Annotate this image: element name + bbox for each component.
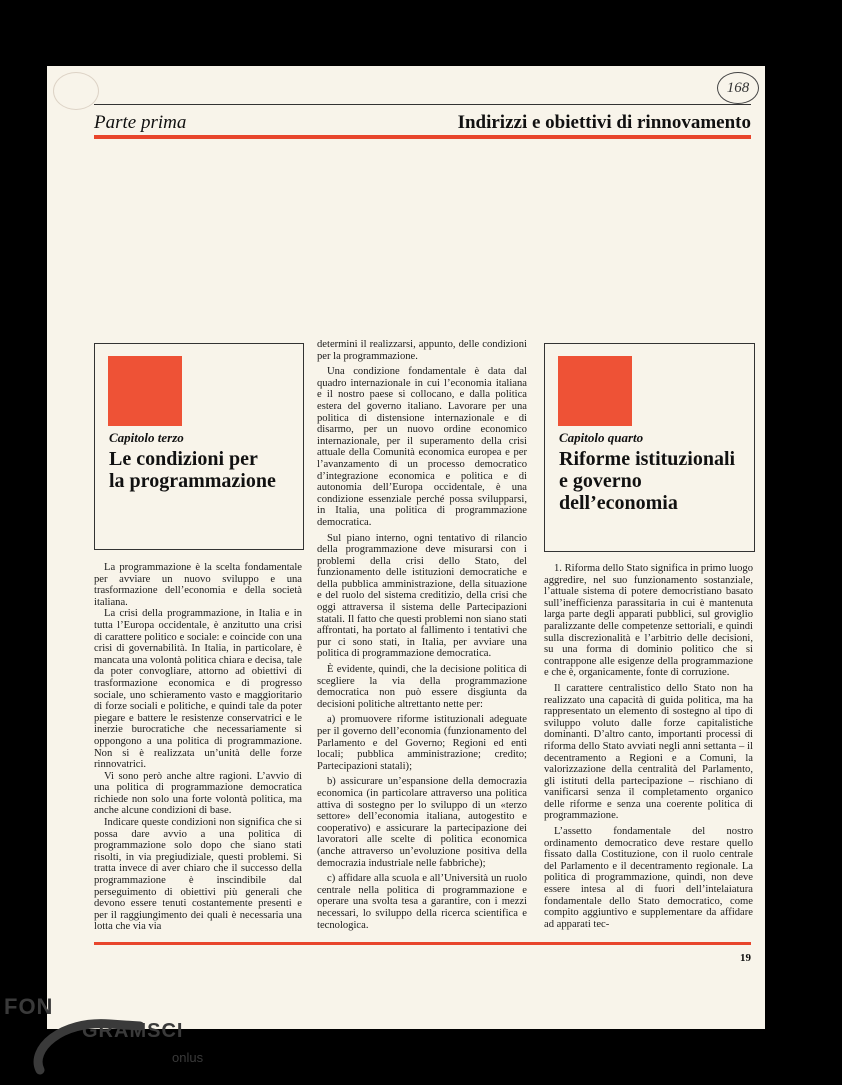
paragraph: L’assetto fondamentale del nostro ordinamento democratico deve restare quello fissato dalla Costituzione, con il ruolo centrale del Parlamento e il decentramento regionale. La politica di programmazione, quindi, non deve essere intesa al di fuori dell’intelaiatura fondamentale dello Stato democratico, come compito aggiuntivo e supplementare da affidare ad apparati tec- xyxy=(544,826,753,930)
footer-red-rule xyxy=(94,942,751,945)
paragraph: 1. Riforma dello Stato significa in primo luogo aggredire, nel suo funzionamento sostanziale, l’attuale sistema di potere democristiano basato sull’inefficienza parassitaria in cui è mantenuta larga parte degli apparati pubblici, sul groviglio paralizzante delle competenze settoriali, e quindi sulla discrezionalità e l’arbitrio delle decisioni, su una forma di dominio politico che si contrappone alle esigenze della programmazione e che è, organicamente, fonte di corruzione. xyxy=(544,563,753,679)
paragraph: b) assicurare un’espansione della democrazia economica (in particolare attraverso una politica attiva di sostegno per lo sviluppo di un «terzo settore» dell’economia italiana, autogestito e cooperativo) e assicurare la partecipazione dei lavoratori alle scelte di politica economica (anche attraverso un’evoluzione positiva della democrazia industriale nelle fabbriche); xyxy=(317,776,527,869)
watermark-text: onlus xyxy=(172,1050,204,1065)
red-square-decoration xyxy=(108,356,182,426)
chapter-title: Le condizioni per la programmazione xyxy=(109,448,276,492)
page-number: 19 xyxy=(740,952,751,964)
paragraph: La programmazione è la scelta fondamentale per avviare un nuovo sviluppo e una trasformazione dell’economia e della società italiana. xyxy=(94,562,302,608)
paragraph: a) promuovere riforme istituzionali adeguate per il governo dell’economia (funzionamento del Parlamento e del Governo; Regioni ed enti locali; pubblica amministrazione; credito; Partecipazioni statali); xyxy=(317,714,527,772)
chapter-three-box xyxy=(94,343,304,550)
handwritten-page-mark: 168 xyxy=(717,72,759,104)
text-column-left xyxy=(94,562,302,933)
paragraph: La crisi della programmazione, in Italia e in tutta l’Europa occidentale, è anzitutto una crisi di carattere politico e sociale: e coincide con una crisi di governabilità. In Italia, in particolare, è mancata una volontà politica chiara e decisa, tale da poter convogliare, attorno ad obiettivi di trasformazione economica e di progresso sociale, uno schieramento vasto e maggioritario di forze sociali e politiche, e quindi tale da poter piegare e battere le resistenze conservatrici e le inerzie burocratiche che necessariamente si oppongono a una politica di programmazione. Non si è realizzata un’unità delle forze rinnovatrici. xyxy=(94,608,302,771)
paragraph: determini il realizzarsi, appunto, delle condizioni per la programmazione. xyxy=(317,339,527,362)
paragraph: È evidente, quindi, che la decisione politica di scegliere la via della programmazione democratica non può essere disgiunta da decisioni politiche altrettanto nette per: xyxy=(317,664,527,710)
section-title: Parte prima xyxy=(94,112,187,133)
paragraph: Indicare queste condizioni non significa che si possa dare avvio a una politica di programmazione solo dopo che siano stati risolti, in via pregiudiziale, questi problemi. Si tratta invece di aver chiaro che il successo della programmazione è inscindibile dal perseguimento di obiettivi più generali che devono essere tenuti costantemente presenti e per il raggiungimento dei quali è necessaria una lotta che via via xyxy=(94,817,302,933)
paragraph: Vi sono però anche altre ragioni. L’avvio di una politica di programmazione democratica richiede non solo una forte volontà politica, ma anche alcune condizioni di base. xyxy=(94,770,302,817)
paragraph: Il carattere centralistico dello Stato non ha realizzato una capacità di guida politica, ma ha rappresentato un elemento di sostegno al tipo di sviluppo voluto dalle forze capitalistiche dominanti. D’altro canto, importanti processi di riforma dello Stato avviati negli anni settanta – il decentramento a Regioni e a Comuni, la valorizzazione della centralità del Parlamento, gli istituti della partecipazione – rischiano di vanificarsi senza il completamento organico delle riforme e senza una coerente politica di programmazione. xyxy=(544,682,753,822)
header-top-rule xyxy=(94,104,751,105)
watermark-text: FON xyxy=(4,994,54,1019)
watermark-text: GRAMSCI xyxy=(82,1020,184,1042)
section-subtitle: Indirizzi e obiettivi di rinnovamento xyxy=(457,112,751,133)
paragraph: c) affidare alla scuola e all’Università un ruolo centrale nella politica di programmazione e operare una svolta tesa a garantire, con i mezzi necessari, lo sviluppo della ricerca scientifica e tecnologica. xyxy=(317,873,527,931)
library-stamp xyxy=(53,72,99,110)
document-page xyxy=(47,66,765,1029)
chapter-label: Capitolo terzo xyxy=(109,430,184,445)
text-column-middle xyxy=(317,339,527,931)
chapter-label: Capitolo quarto xyxy=(559,430,644,445)
text-column-right xyxy=(544,563,753,930)
red-square-decoration xyxy=(558,356,632,426)
paragraph: Sul piano interno, ogni tentativo di rilancio della programmazione deve misurarsi con i problemi della crisi dello Stato, del funzionamento delle istituzioni democratiche e della pubblica amministrazione, della situazione e del ruolo del sistema creditizio, della crisi che oggi attraversa il sistema delle Partecipazioni statali. Il fatto che questi problemi non siano stati affrontati, ha portato al fallimento i tentativi che pur ci sono stati, in Italia, per avviare una politica di programmazione democratica. xyxy=(317,532,527,660)
chapter-title: Riforme istituzionali e governo dell’economia xyxy=(559,448,736,514)
header-red-rule xyxy=(94,135,751,139)
paragraph: Una condizione fondamentale è data dal quadro internazionale in cui l’economia italiana e il nostro paese si collocano, e dalla politica estera del governo italiano. Lavorare per una politica di distensione internazionale e di disarmo, per un nuovo ordine economico internazionale, per il superamento della crisi attuale della Comunità economica europea e per l’avanzamento di un processo democratico d’integrazione economica e politica e di autonomia dell’Europa occidentale, è una condizione essenziale perché possa svilupparsi, in Italia, una politica di programmazione democratica. xyxy=(317,366,527,528)
chapter-four-box xyxy=(544,343,755,552)
